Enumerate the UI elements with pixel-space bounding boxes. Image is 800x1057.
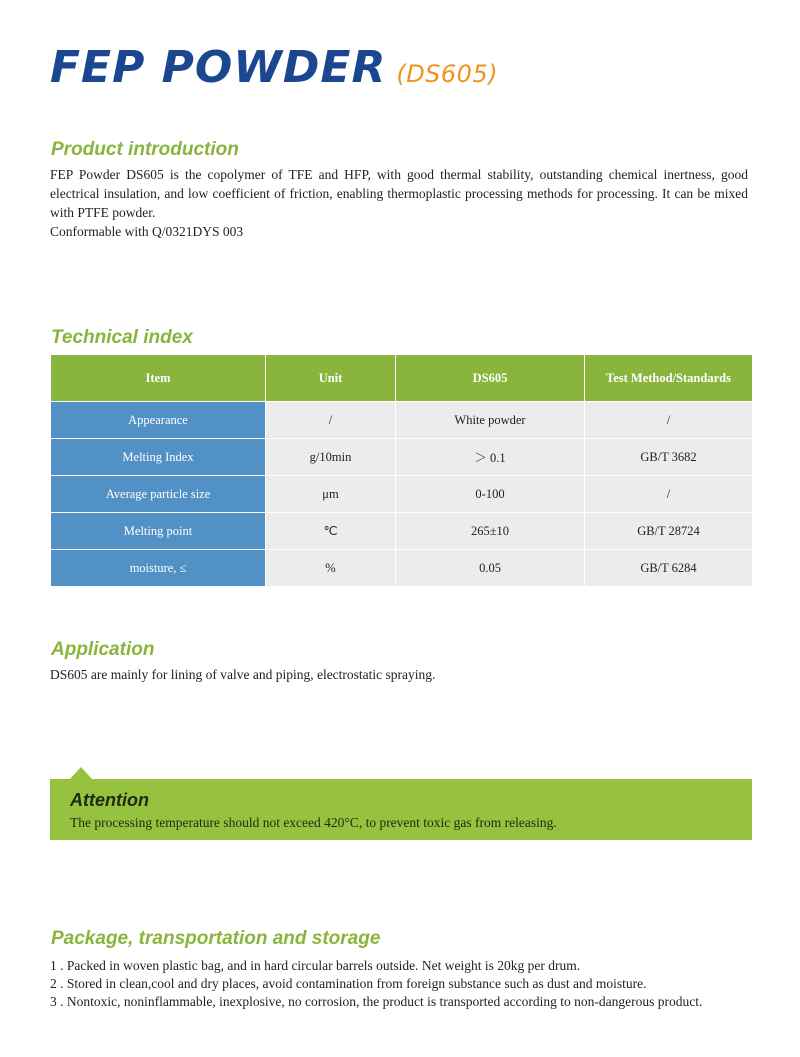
table-cell: / xyxy=(585,476,753,513)
intro-paragraph: FEP Powder DS605 is the copolymer of TFE and HFP, with good thermal stability, outstanding chemical inertness, good electrical insulation, and low coefficient of friction, enabling thermoplastic processing methods for processing. It can be mixed with PTFE powder. xyxy=(50,167,748,220)
attention-text: The processing temperature should not exceed 420°C, to prevent toxic gas from releasing. xyxy=(70,815,557,830)
table-cell: 265±10 xyxy=(396,513,585,550)
table-cell: μm xyxy=(266,476,396,513)
row-label: Melting point xyxy=(51,513,266,550)
intro-body xyxy=(50,165,748,241)
technical-heading: Technical index xyxy=(51,327,193,348)
table-cell: GB/T 3682 xyxy=(585,439,753,476)
list-item: 1 . Packed in woven plastic bag, and in hard circular barrels outside. Net weight is 20kg per drum. xyxy=(50,958,581,973)
row-label: Melting Index xyxy=(51,439,266,476)
page-title xyxy=(50,42,499,93)
table-row xyxy=(51,402,753,439)
table-cell: 0.05 xyxy=(396,550,585,587)
table-cell: GB/T 28724 xyxy=(585,513,753,550)
column-header: Test Method/Standards xyxy=(585,355,753,402)
product-name: FEP POWDER xyxy=(50,42,387,93)
table-cell: 0-100 xyxy=(396,476,585,513)
table-cell: ℃ xyxy=(266,513,396,550)
attention-box xyxy=(50,779,752,840)
package-heading: Package, transportation and storage xyxy=(51,928,381,949)
application-text: DS605 are mainly for lining of valve and piping, electrostatic spraying. xyxy=(50,667,436,682)
column-header: Unit xyxy=(266,355,396,402)
intro-heading: Product introduction xyxy=(51,139,239,160)
table-cell: / xyxy=(266,402,396,439)
table-cell: g/10min xyxy=(266,439,396,476)
table-row xyxy=(51,513,753,550)
package-list xyxy=(50,957,702,1011)
list-item: 2 . Stored in clean,cool and dry places, avoid contamination from foreign substance such as dust and moisture. xyxy=(50,976,647,991)
table-row xyxy=(51,439,753,476)
row-label: Appearance xyxy=(51,402,266,439)
column-header: DS605 xyxy=(396,355,585,402)
attention-title: Attention xyxy=(70,790,149,810)
list-item: 3 . Nontoxic, noninflammable, inexplosive, no corrosion, the product is transported according to non-dangerous product. xyxy=(50,994,703,1009)
technical-table xyxy=(50,354,753,587)
table-cell: / xyxy=(585,402,753,439)
row-label: Average particle size xyxy=(51,476,266,513)
table-cell: White powder xyxy=(396,402,585,439)
conformable-text: Conformable with Q/0321DYS 003 xyxy=(50,224,244,239)
row-label: moisture, ≤ xyxy=(51,550,266,587)
table-cell: % xyxy=(266,550,396,587)
table-cell: ＞ 0.1 xyxy=(396,439,585,476)
product-model: (DS605) xyxy=(396,60,499,88)
application-heading: Application xyxy=(51,639,155,660)
attention-notch xyxy=(70,767,92,779)
column-header: Item xyxy=(51,355,266,402)
table-cell: GB/T 6284 xyxy=(585,550,753,587)
table-header-row xyxy=(51,355,753,402)
table-row xyxy=(51,476,753,513)
table-row xyxy=(51,550,753,587)
